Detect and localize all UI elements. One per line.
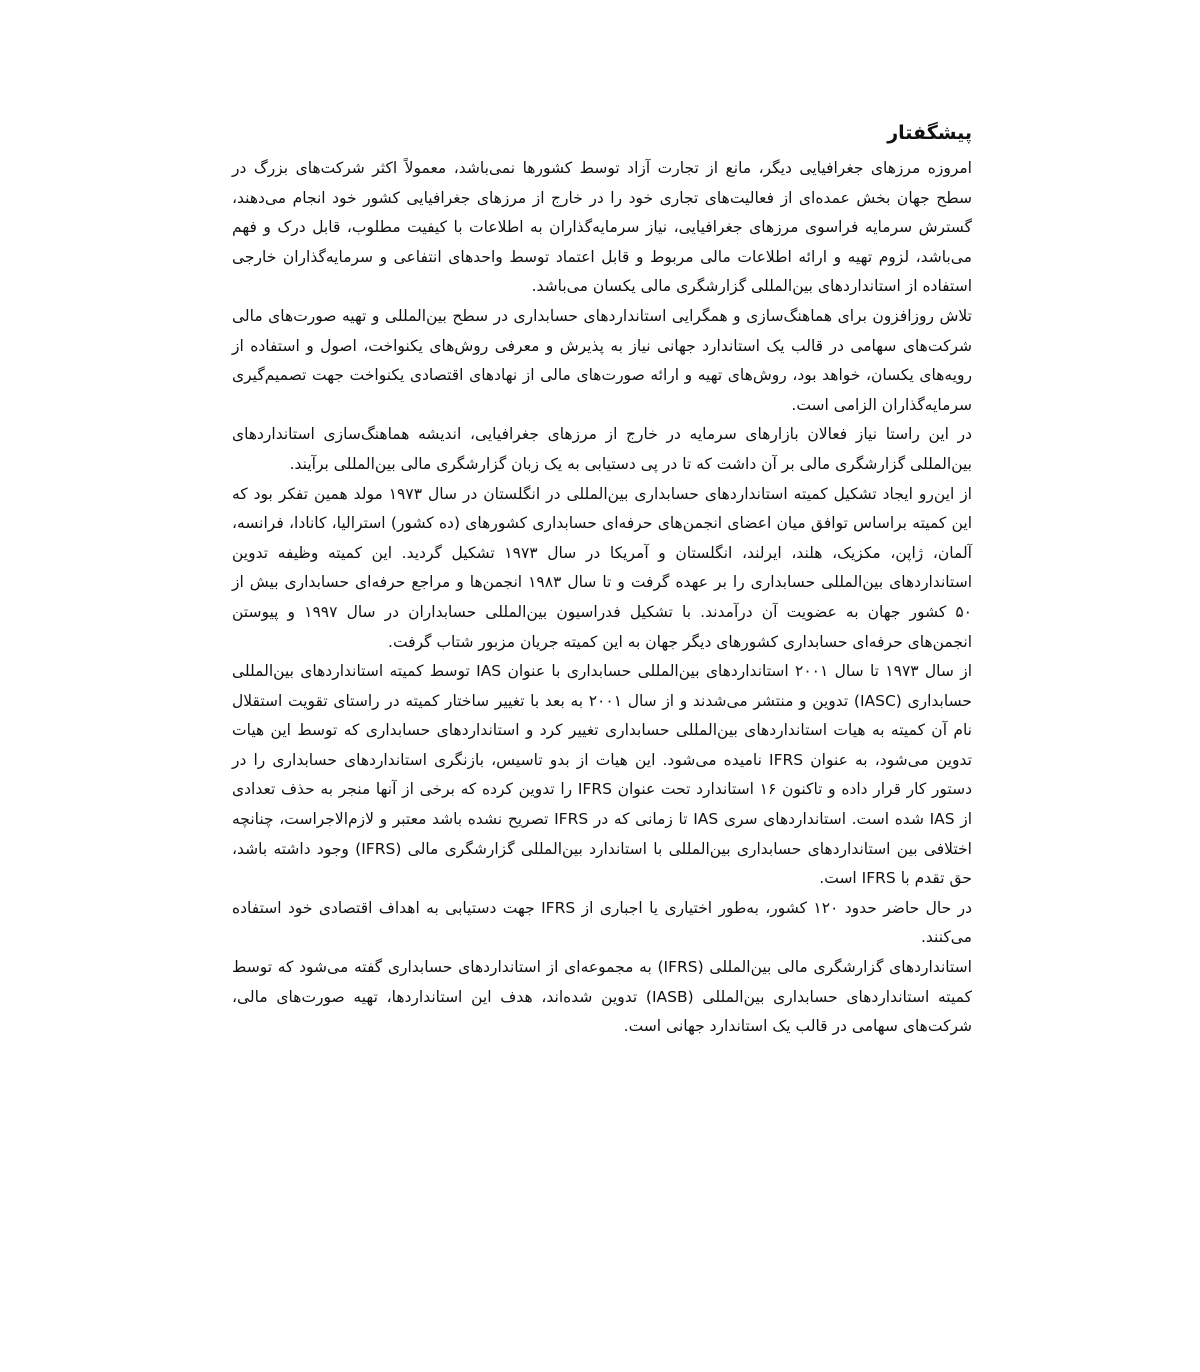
- paragraph-3: در این راستا نیاز فعالان بازارهای سرمایه در خارج از مرزهای جغرافیایی، اندیشه هماهنگ‌سازی استانداردهای بین‌المللی گزارشگری مالی بر آن داشت که تا در پی دستیابی به یک زبان گزارشگری مالی بین‌المللی برآیند.: [232, 425, 972, 473]
- page-heading: پیشگفتار: [887, 122, 972, 144]
- paragraph-4: از این‌رو ایجاد تشکیل کمیته استانداردهای حسابداری بین‌المللی در انگلستان در سال ۱۹۷۳ مولد همین تفکر بود که این کمیته براساس توافق میان اعضای انجمن‌های حرفه‌ای حسابداری کشورهای (ده کشور) استرالیا، کانادا، فرانسه، آلمان، ژاپن، مکزیک، هلند، ایرلند، انگلستان و آمریکا در سال ۱۹۷۳ تشکیل گردید. این کمیته وظیفه تدوین استانداردهای بین‌المللی حسابداری را بر عهده گرفت و تا سال ۱۹۸۳ انجمن‌ها و مراجع حرفه‌ای حسابداری بیش از ۵۰ کشور جهان به عضویت آن درآمدند. با تشکیل فدراسیون بین‌المللی حسابداران در سال ۱۹۹۷ و پیوستن انجمن‌های حرفه‌ای حسابداری کشورهای دیگر جهان به این کمیته جریان مزبور شتاب گرفت.: [232, 484, 973, 651]
- paragraph-2: تلاش روزافزون برای هماهنگ‌سازی و همگرایی استانداردهای حسابداری در سطح بین‌المللی و تهیه صورت‌های مالی شرکت‌های سهامی در قالب یک استاندارد جهانی نیاز به پذیرش و معرفی روش‌های یکنواخت، اصول و استفاده از رویه‌های یکسان، خواهد بود، روش‌های تهیه و ارائه صورت‌های مالی از نهادهای اقتصادی یکنواخت جهت تصمیم‌گیری سرمایه‌گذاران الزامی است.: [232, 306, 972, 414]
- paragraph-5: از سال ۱۹۷۳ تا سال ۲۰۰۱ استانداردهای بین‌المللی حسابداری با عنوان IAS توسط کمیته استانداردهای بین‌المللی حسابداری (IASC) تدوین و منتشر می‌شدند و از سال ۲۰۰۱ به بعد با تغییر ساختار کمیته در راستای تقویت استقلال نام آن کمیته به هیات استانداردهای بین‌المللی حسابداری تغییر کرد و استانداردهای حسابداری که توسط این هیات تدوین می‌شود، به عنوان IFRS نامیده می‌شود. این هیات از بدو تاسیس، بازنگری استانداردهای حسابداری را در دستور کار قرار داده و تاکنون ۱۶ استاندارد تحت عنوان IFRS را تدوین کرده که برخی از آنها منجر به حذف تعدادی از IAS شده است. استانداردهای سری IAS تا زمانی که در IFRS تصریح نشده باشد معتبر و لازم‌الاجراست، چنانچه اختلافی بین استانداردهای حسابداری بین‌المللی با استاندارد بین‌المللی گزارشگری مالی (IFRS) وجود داشته باشد، حق تقدم با IFRS است.: [232, 662, 973, 888]
- paragraph-7: استانداردهای گزارشگری مالی بین‌المللی (IFRS) به مجموعه‌ای از استانداردهای حسابداری گفته می‌شود که توسط کمیته استانداردهای حسابداری بین‌المللی (IASB) تدوین شده‌اند، هدف این استانداردها، تهیه صورت‌های مالی، شرکت‌های سهامی در قالب یک استاندارد جهانی است.: [232, 958, 973, 1036]
- paragraph-6: در حال حاضر حدود ۱۲۰ کشور، به‌طور اختیاری یا اجباری از IFRS جهت دستیابی به اهداف اقتصادی خود استفاده می‌کنند.: [232, 898, 972, 947]
- document-body: [232, 118, 972, 1042]
- paragraph-1: امروزه مرزهای جغرافیایی دیگر، مانع از تجارت آزاد توسط کشورها نمی‌باشد، معمولاً اکثر شرکت‌های بزرگ در سطح جهان بخش عمده‌ای از فعالیت‌های تجاری خود را در خارج از مرزهای جغرافیایی کشور خود انجام می‌دهند، گسترش سرمایه فراسوی مرزهای جغرافیایی، نیاز سرمایه‌گذاران به اطلاعات با کیفیت مطلوب، قابل درک و فهم می‌باشد، لزوم تهیه و ارائه اطلاعات مالی مربوط و قابل اعتماد توسط واحدهای انتفاعی و سرمایه‌گذاران خارجی استفاده از استانداردهای بین‌المللی گزارشگری مالی یکسان می‌باشد.: [232, 159, 972, 296]
